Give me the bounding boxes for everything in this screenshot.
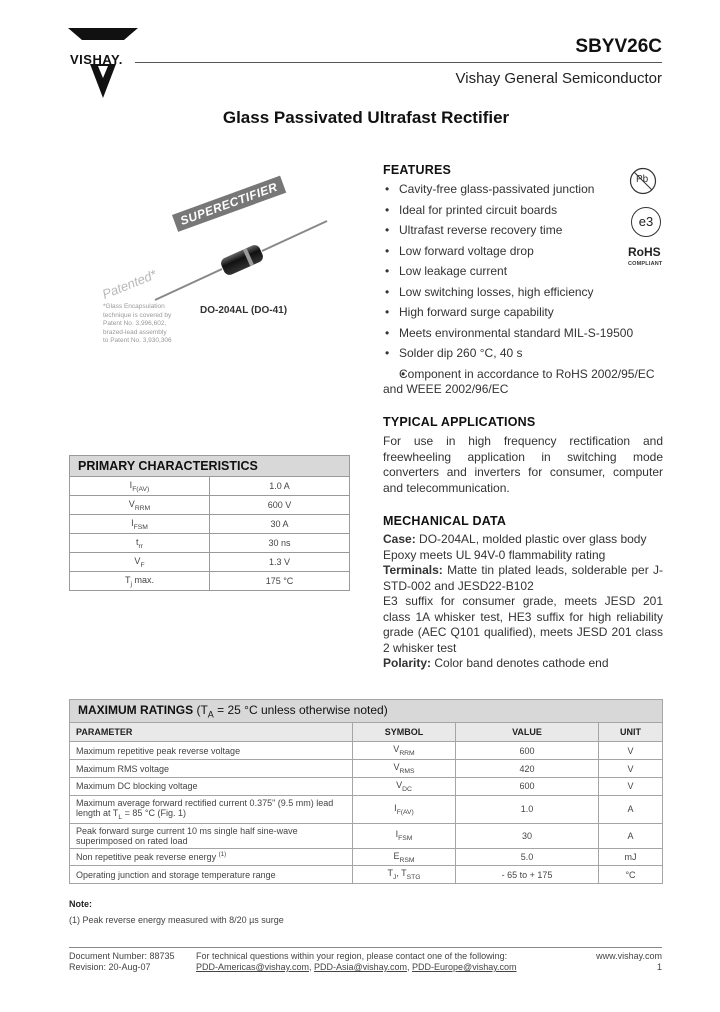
- table-cell: $V_F$: [70, 553, 210, 572]
- table-cell: $V_{RRM}$: [70, 496, 210, 515]
- table-cell: 1.0 A: [210, 477, 350, 496]
- table-row: [70, 777, 663, 795]
- column-header-parameter: PARAMETER: [70, 723, 353, 742]
- table-row: [70, 823, 663, 848]
- page-title: Glass Passivated Ultrafast Rectifier: [222, 108, 510, 127]
- column-header-value: VALUE: [456, 723, 599, 742]
- table-cell: V: [599, 760, 663, 778]
- terminals-text: Matte tin plated leads, solderable per J-STD-002 and JESD22-B102: [383, 563, 663, 593]
- features-heading: FEATURES: [383, 163, 452, 177]
- table-cell: $I_{F(AV)}$: [70, 477, 210, 496]
- revision: Revision: 20-Aug-07: [69, 962, 151, 972]
- list-item: • Solder dip 260 °C, 40 s: [383, 346, 673, 361]
- table-row: [70, 572, 350, 591]
- list-item: • Meets environmental standard MIL-S-19500: [383, 326, 673, 341]
- table-cell: V: [599, 777, 663, 795]
- table-cell: A: [599, 795, 663, 823]
- column-header-symbol: SYMBOL: [353, 723, 456, 742]
- patent-note-line: Patent No. 3,996,602,: [103, 320, 167, 327]
- table-row: [70, 795, 663, 823]
- notes-heading: Note:: [69, 899, 92, 909]
- table-row: [70, 866, 663, 884]
- maximum-ratings-table: [69, 699, 663, 884]
- table-cell: $V_{DC}$: [353, 777, 456, 795]
- superectifier-text: SUPERECTIFIER: [172, 176, 286, 232]
- header-rule: [135, 62, 662, 63]
- table-cell: $E_{RSM}$: [353, 848, 456, 866]
- email-europe-link[interactable]: PDD-Europe@vishay.com: [412, 962, 517, 972]
- polarity-label: Polarity:: [383, 656, 432, 670]
- table-cell: - 65 to + 175: [456, 866, 599, 884]
- patented-watermark: Patented*: [100, 266, 159, 302]
- table-cell: Operating junction and storage temperature range: [70, 866, 353, 884]
- email-americas-link[interactable]: PDD-Americas@vishay.com: [196, 962, 309, 972]
- case-text: DO-204AL, molded plastic over glass body: [419, 532, 647, 546]
- table-cell: mJ: [599, 848, 663, 866]
- patent-note-line: technique is covered by: [103, 311, 172, 319]
- table-cell: 5.0: [456, 848, 599, 866]
- table-cell: 175 °C: [210, 572, 350, 591]
- list-item: • Cavity-free glass-passivated junction: [383, 182, 673, 197]
- table-cell: Maximum RMS voltage: [70, 760, 353, 778]
- footer-center: [196, 951, 517, 973]
- table-row: [70, 534, 350, 553]
- list-item: • Low leakage current: [383, 264, 673, 279]
- table-row: [70, 477, 350, 496]
- patent-note: [103, 303, 172, 346]
- table-cell: Maximum average forward rectified current 0.375" (9.5 mm) lead length at $T_L = 85$ °C (Fig. 1): [70, 795, 353, 823]
- primary-characteristics-heading: PRIMARY CHARACTERISTICS: [70, 456, 350, 477]
- list-item: • Low switching losses, high efficiency: [383, 285, 673, 300]
- table-cell: 1.3 V: [210, 553, 350, 572]
- column-header-unit: UNIT: [599, 723, 663, 742]
- table-cell: Non repetitive peak reverse energy $^{(1)}$: [70, 848, 353, 866]
- tech-questions: For technical questions within your region, please contact one of the following:: [196, 951, 508, 961]
- table-cell: $V_{RMS}$: [353, 760, 456, 778]
- terminals-line: [383, 563, 663, 594]
- pb-label: Pb: [636, 174, 649, 185]
- list-item: • Low forward voltage drop: [383, 244, 673, 259]
- case-label: Case:: [383, 532, 416, 546]
- table-cell: $T_J$, $T_{STG}$: [353, 866, 456, 884]
- table-cell: $T_j$ max.: [70, 572, 210, 591]
- list-item: • Component in accordance to RoHS 2002/95/EC and WEEE 2002/96/EC: [383, 367, 665, 397]
- patent-note-line: *Glass Encapsulation: [103, 303, 165, 310]
- document-number: Document Number: 88735: [69, 951, 175, 961]
- logo-text: VISHAY.: [70, 52, 123, 67]
- list-item: • Ultrafast reverse recovery time: [383, 223, 673, 238]
- table-cell: V: [599, 742, 663, 760]
- table-cell: Maximum repetitive peak reverse voltage: [70, 742, 353, 760]
- table-cell: 30 ns: [210, 534, 350, 553]
- part-number: SBYV26C: [575, 36, 662, 57]
- table-row: [70, 848, 663, 866]
- patent-note-line: brazed-lead assembly: [103, 328, 167, 336]
- table-cell: $I_{FSM}$: [353, 823, 456, 848]
- table-cell: °C: [599, 866, 663, 884]
- terminals-label: Terminals:: [383, 563, 443, 577]
- package-label: DO-204AL (DO-41): [200, 305, 288, 316]
- whisker-line: E3 suffix for consumer grade, meets JESD 201 class 1A whisker test, HE3 suffix for high reliability grade (AEC Q101 qualified), meets JESD 201 class 2 whisker test: [383, 594, 663, 655]
- typical-applications-heading: TYPICAL APPLICATIONS: [383, 415, 536, 429]
- table-cell: Peak forward surge current 10 ms single half sine-wave superimposed on rated load: [70, 823, 353, 848]
- table-cell: 30: [456, 823, 599, 848]
- table-header-row: [70, 700, 663, 723]
- polarity-text: Color band denotes cathode end: [434, 656, 609, 670]
- case-line: [383, 532, 663, 548]
- footer-rule: [69, 947, 662, 948]
- column-header-row: [70, 723, 663, 742]
- table-cell: A: [599, 823, 663, 848]
- polarity-line: [383, 656, 663, 672]
- list-item: • High forward surge capability: [383, 305, 673, 320]
- company-name: Vishay General Semiconductor: [455, 70, 662, 87]
- email-asia-link[interactable]: PDD-Asia@vishay.com: [314, 962, 408, 972]
- maximum-ratings-heading: MAXIMUM RATINGS ($T_A = 25$ °C unless otherwise noted): [70, 700, 663, 723]
- epoxy-line: Epoxy meets UL 94V-0 flammability rating: [383, 547, 606, 562]
- table-cell: Maximum DC blocking voltage: [70, 777, 353, 795]
- table-cell: $I_{F(AV)}$: [353, 795, 456, 823]
- primary-characteristics-table: [69, 455, 350, 591]
- mechanical-data-heading: MECHANICAL DATA: [383, 514, 507, 528]
- table-cell: 600 V: [210, 496, 350, 515]
- list-item: • Ideal for printed circuit boards: [383, 203, 673, 218]
- table-cell: $t_{rr}$: [70, 534, 210, 553]
- e3-label: e3: [638, 214, 654, 229]
- table-cell: 600: [456, 742, 599, 760]
- table-row: [70, 760, 663, 778]
- table-row: [70, 553, 350, 572]
- table-cell: 30 A: [210, 515, 350, 534]
- table-cell: 600: [456, 777, 599, 795]
- footer-left: [69, 951, 175, 973]
- table-cell: $V_{RRM}$: [353, 742, 456, 760]
- page-number: 1: [656, 962, 662, 972]
- rohs-compliant-label: COMPLIANT: [628, 261, 663, 267]
- table-row: [70, 496, 350, 515]
- table-header-row: [70, 456, 350, 477]
- note-item: (1) Peak reverse energy measured with 8/20 µs surge: [69, 915, 284, 925]
- website-link[interactable]: www.vishay.com: [596, 951, 662, 961]
- table-row: [70, 742, 663, 760]
- table-cell: 420: [456, 760, 599, 778]
- features-list: [383, 182, 673, 402]
- patent-note-line: to Patent No. 3,930,306: [103, 337, 172, 344]
- rohs-label: RoHS: [628, 245, 661, 259]
- footer-right: [596, 951, 662, 973]
- table-cell: $I_{FSM}$: [70, 515, 210, 534]
- mechanical-data-body: [383, 532, 663, 672]
- table-cell: 1.0: [456, 795, 599, 823]
- typical-applications-text: For use in high frequency rectification and freewheeling application in switching mode converters and inverters for consumer, computer and telecommunication.: [383, 434, 663, 495]
- table-row: [70, 515, 350, 534]
- contact-emails: PDD-Americas@vishay.com, PDD-Asia@vishay.com, PDD-Europe@vishay.com: [196, 962, 517, 972]
